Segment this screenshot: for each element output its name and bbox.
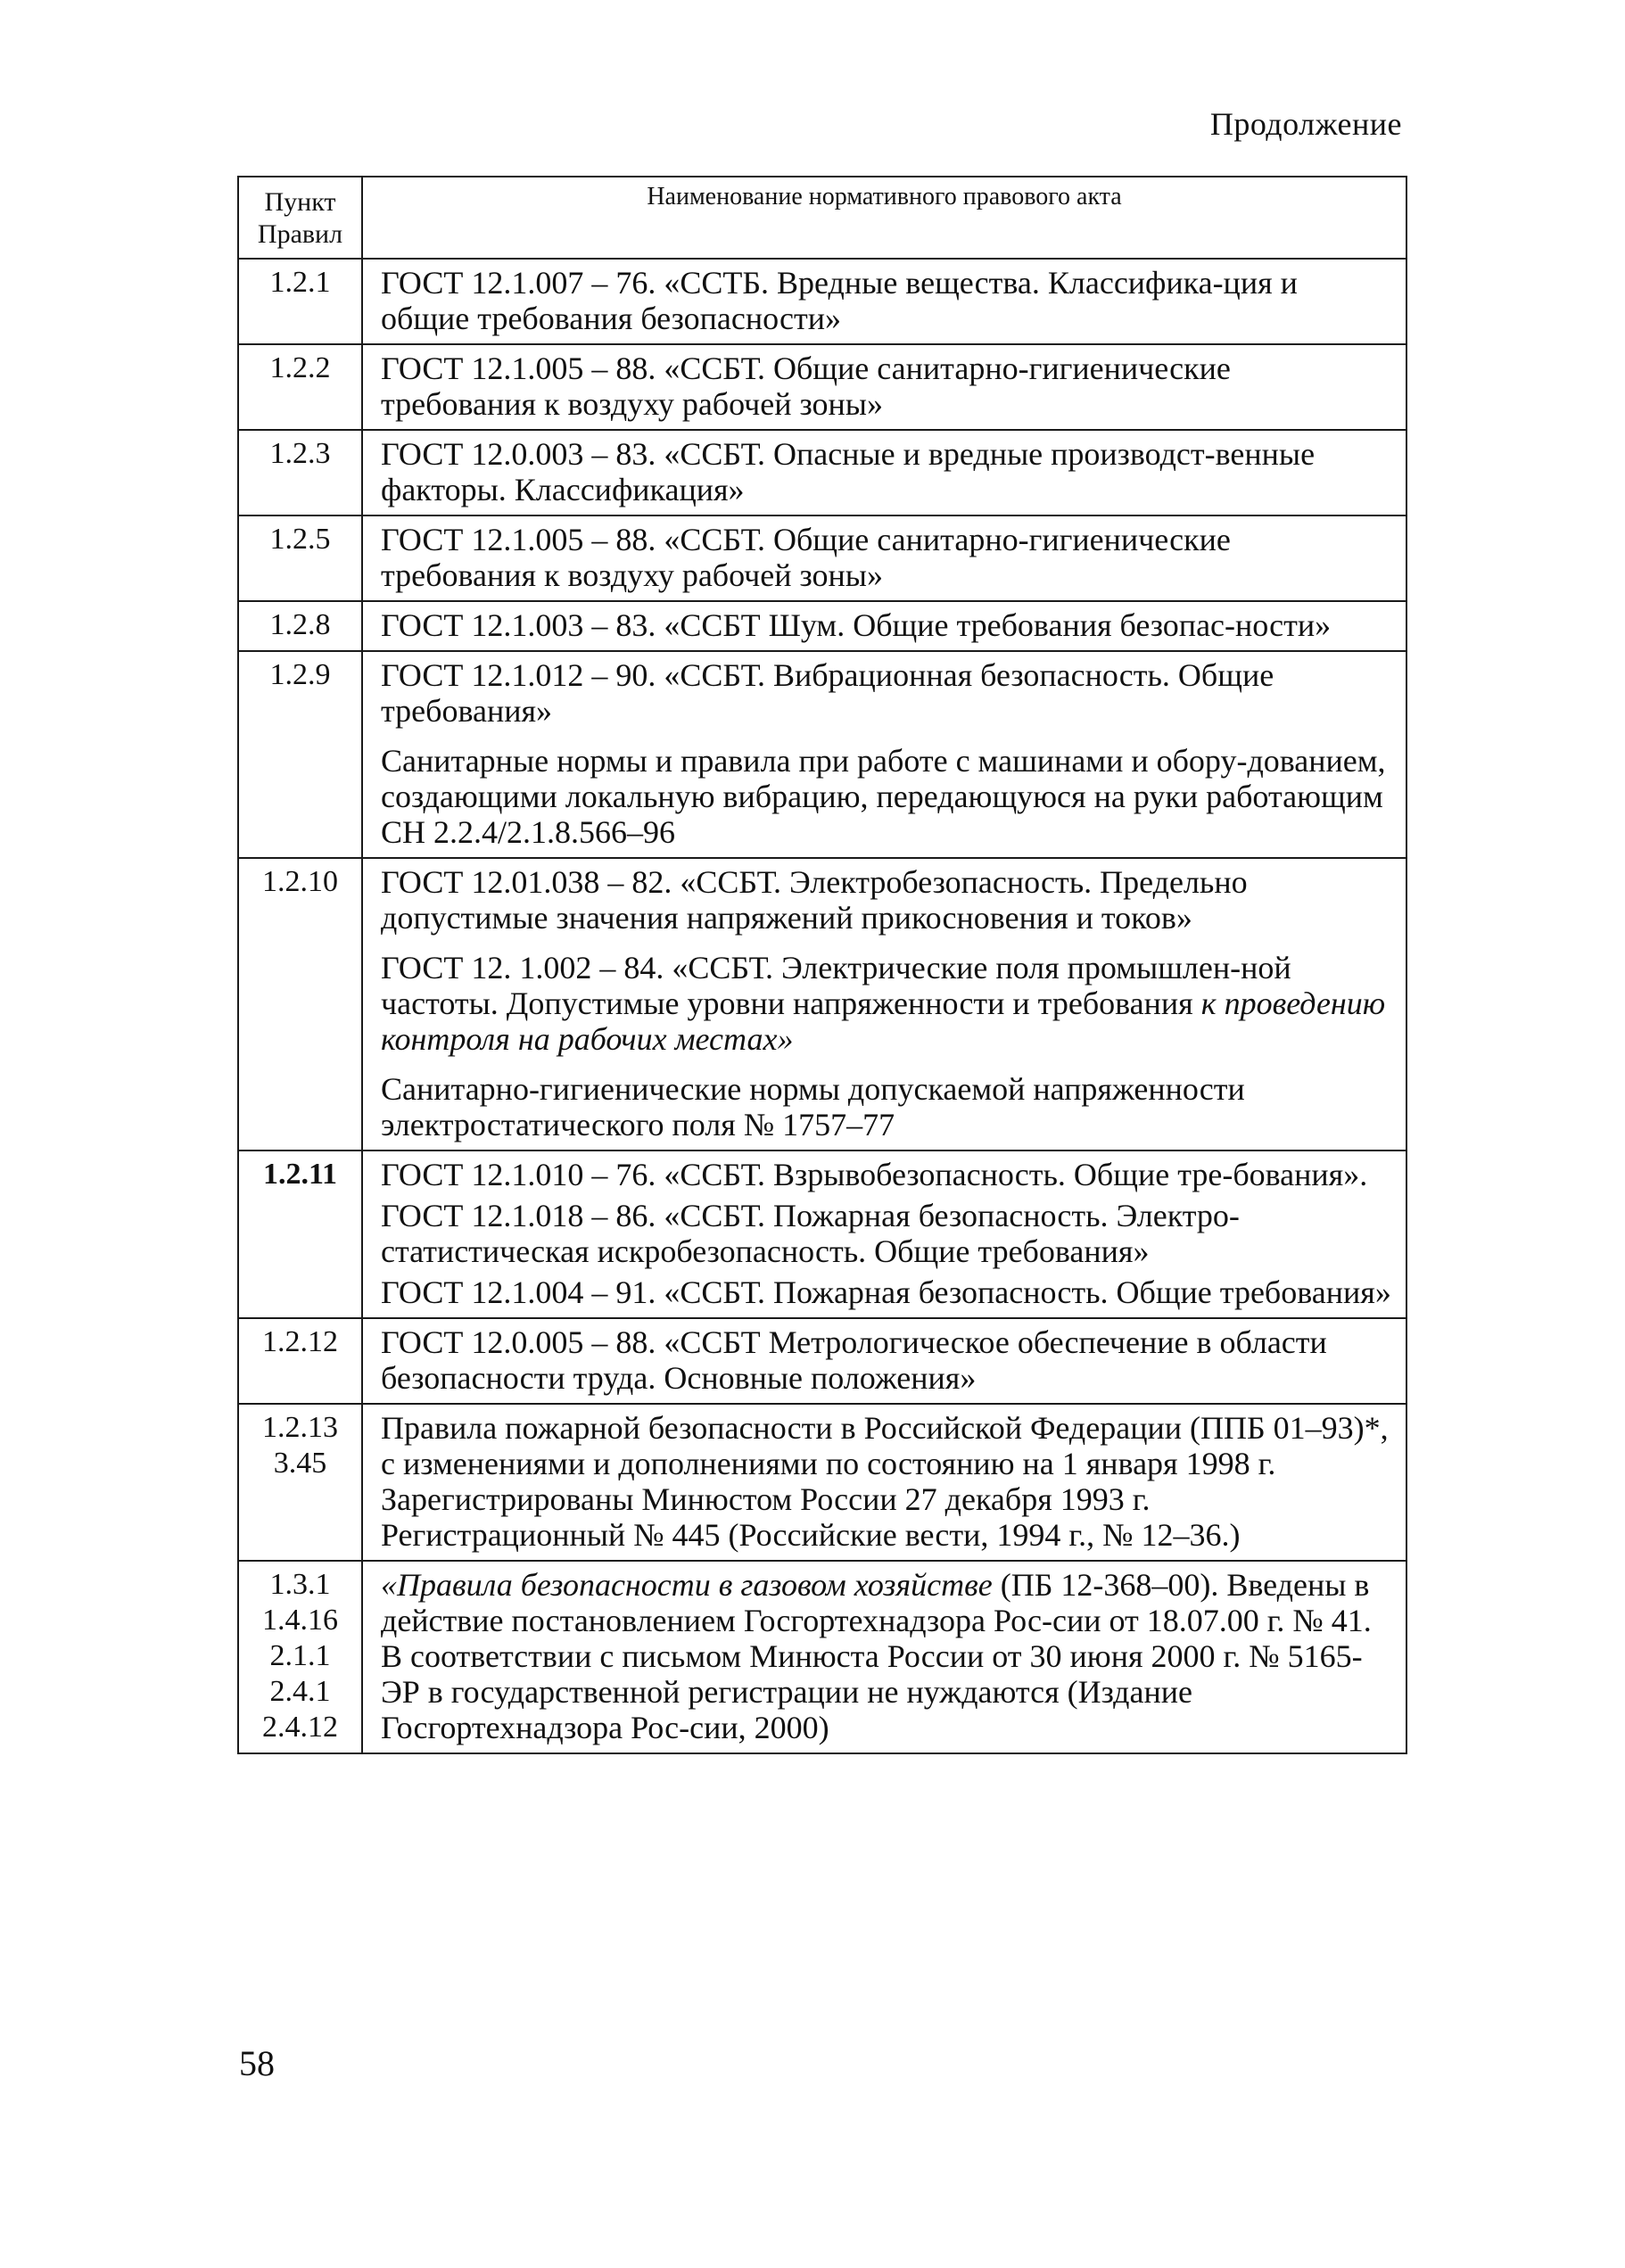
page-number: 58 bbox=[239, 2043, 275, 2083]
act-entry-text: ГОСТ 12. 1.002 – 84. «ССБТ. Электрические поля промышлен-ной частоты. Допустимые уровни напряженности и требования bbox=[381, 950, 1291, 1021]
clause-cell: 1.2.2 bbox=[238, 344, 362, 430]
clause-cell: 1.2.9 bbox=[238, 651, 362, 858]
header-clause bbox=[238, 177, 362, 259]
clause-cell: 1.2.11 bbox=[238, 1150, 362, 1318]
clause-cell: 1.2.3 bbox=[238, 430, 362, 515]
table-row bbox=[238, 601, 1406, 651]
table-header-row bbox=[238, 177, 1406, 259]
act-entry: Санитарно-гигиенические нормы допускаемой напряженности электростатического поля № 1757–77 bbox=[381, 1071, 1245, 1142]
act-entry: ГОСТ 12.1.005 – 88. «ССБТ. Общие санитарно-гигиенические требования к воздуху рабочей зоны» bbox=[381, 522, 1231, 593]
act-entry: ГОСТ 12.1.012 – 90. «ССБТ. Вибрационная безопасность. Общие требования» bbox=[381, 657, 1274, 729]
act-entry: ГОСТ 12.01.038 – 82. «ССБТ. Электробезопасность. Предельно допустимые значения напряжений прикосновения и токов» bbox=[381, 864, 1248, 936]
table-row bbox=[238, 651, 1406, 858]
table-row bbox=[238, 1404, 1406, 1561]
clause-cell: 1.3.1 1.4.16 2.1.1 2.4.1 2.4.12 bbox=[238, 1561, 362, 1753]
act-entry: ГОСТ 12.1.007 – 76. «ССТБ. Вредные вещества. Классифика-ция и общие требования безопасности» bbox=[381, 265, 1298, 336]
table-row bbox=[238, 1318, 1406, 1404]
table-row bbox=[238, 344, 1406, 430]
act-cell bbox=[362, 1150, 1406, 1318]
clause-cell: 1.2.8 bbox=[238, 601, 362, 651]
clause-cell: 1.2.1 bbox=[238, 259, 362, 344]
act-entry: ГОСТ 12.0.003 – 83. «ССБТ. Опасные и вредные производст-венные факторы. Классификация» bbox=[381, 436, 1316, 507]
act-cell bbox=[362, 1404, 1406, 1561]
act-entry: ГОСТ 12.1.018 – 86. «ССБТ. Пожарная безопасность. Электро-статистическая искробезопасность. Общие требования» bbox=[381, 1198, 1240, 1269]
header-act: Наименование нормативного правового акта bbox=[362, 177, 1406, 259]
act-entry bbox=[381, 1565, 1391, 1745]
act-entry-text: (ПБ 12-368–00). Введены в действие постановлением Госгортехнадзора Рос-сии от 18.07.00 г. № 41. В соответствии с письмом Минюста России от 30 июня 2000 г. № 5165-ЭР в государственной регистрации не нуждаются (Издание Госгортехнадзора Рос-сии, 2000) bbox=[381, 1567, 1372, 1745]
act-cell bbox=[362, 601, 1406, 651]
act-entry: ГОСТ 12.0.005 – 88. «ССБТ Метрологическое обеспечение в области безопасности труда. Основные положения» bbox=[381, 1324, 1327, 1396]
table-row bbox=[238, 515, 1406, 601]
regulations-table bbox=[237, 176, 1407, 1754]
clause-cell: 1.2.12 bbox=[238, 1318, 362, 1404]
clause-cell: 1.2.5 bbox=[238, 515, 362, 601]
act-cell bbox=[362, 430, 1406, 515]
act-cell bbox=[362, 1318, 1406, 1404]
act-cell bbox=[362, 858, 1406, 1150]
act-entry: ГОСТ 12.1.005 – 88. «ССБТ. Общие санитарно-гигиенические требования к воздуху рабочей зоны» bbox=[381, 351, 1231, 422]
table-row bbox=[238, 1150, 1406, 1318]
act-cell bbox=[362, 259, 1406, 344]
table-row bbox=[238, 259, 1406, 344]
act-cell bbox=[362, 651, 1406, 858]
act-entry: Правила пожарной безопасности в Российской Федерации (ППБ 01–93)*, с изменениями и дополнениями по состоянию на 1 января 1998 г. Зарегистрированы Минюстом России 27 декабря 1993 г. Регистрационный № 445 (Российские вести, 1994 г., № 12–36.) bbox=[381, 1410, 1389, 1553]
act-entry: Санитарные нормы и правила при работе с машинами и обору-дованием, создающими локальную вибрацию, передающуюся на руки работающим СН 2.2.4/2.1.8.566–96 bbox=[381, 743, 1386, 850]
act-entry-italic: к проведению контроля на рабочих местах» bbox=[381, 986, 1386, 1057]
table-row bbox=[238, 858, 1406, 1150]
clause-cell: 1.2.10 bbox=[238, 858, 362, 1150]
table-row bbox=[238, 1561, 1406, 1753]
act-cell bbox=[362, 344, 1406, 430]
act-cell bbox=[362, 1561, 1406, 1753]
act-entry: ГОСТ 12.1.004 – 91. «ССБТ. Пожарная безопасность. Общие требования» bbox=[381, 1274, 1391, 1310]
act-cell bbox=[362, 515, 1406, 601]
act-entry: ГОСТ 12.1.010 – 76. «ССБТ. Взрывобезопасность. Общие тре-бования». bbox=[381, 1157, 1368, 1192]
table-row bbox=[238, 430, 1406, 515]
clause-cell: 1.2.13 3.45 bbox=[238, 1404, 362, 1561]
act-entry: ГОСТ 12.1.003 – 83. «ССБТ Шум. Общие требования безопас-ности» bbox=[381, 607, 1332, 643]
continuation-label: Продолжение bbox=[1209, 106, 1402, 142]
act-entry-italic: «Правила безопасности в газовом хозяйстве bbox=[381, 1567, 993, 1603]
act-entry bbox=[381, 948, 1391, 1057]
header-clause-text: Пункт Правил bbox=[257, 187, 343, 249]
